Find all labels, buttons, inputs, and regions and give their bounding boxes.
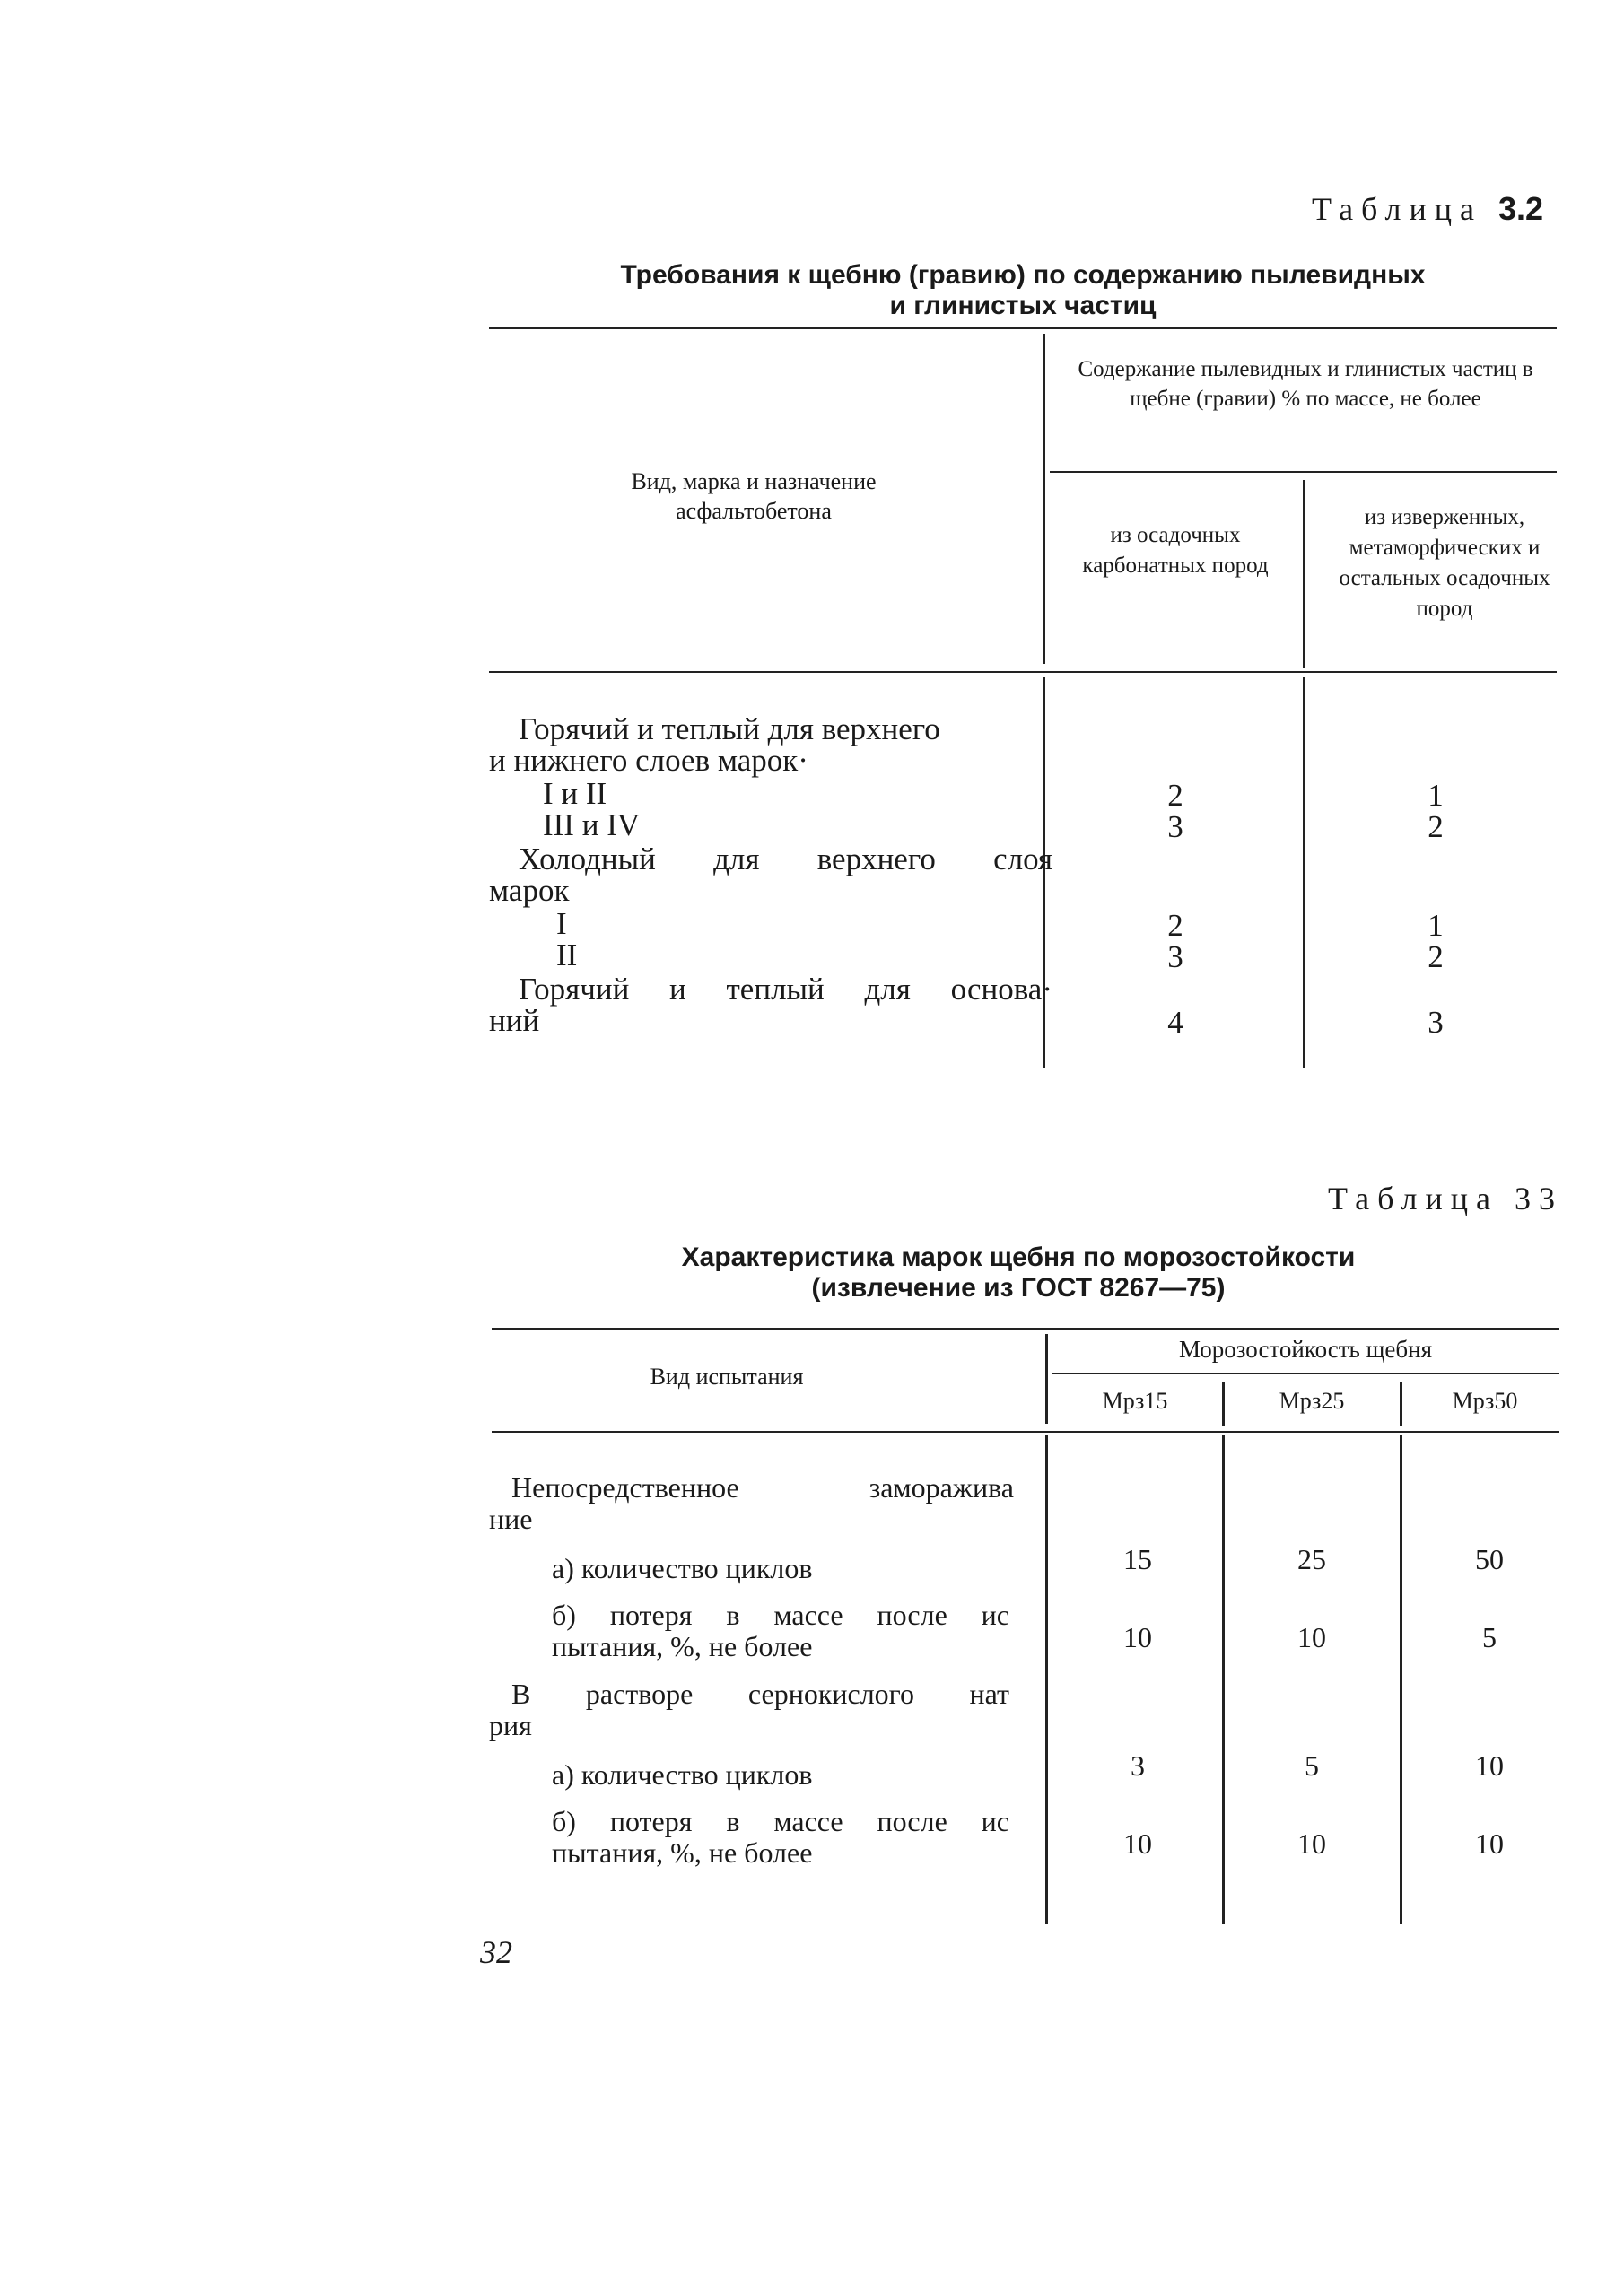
table-label-number: 33 — [1515, 1181, 1563, 1216]
title-line-2: (извлечение из ГОСТ 8267—75) — [811, 1273, 1226, 1303]
table-33-label — [1328, 1180, 1563, 1217]
row-label: В растворе сернокислого нат — [511, 1678, 1009, 1710]
row-value: 2 — [1167, 908, 1183, 943]
row-value: 10 — [1297, 1621, 1326, 1653]
table-3-2-vrule-1 — [1043, 334, 1045, 664]
row-label: Непосредственное заморажива — [511, 1471, 1014, 1504]
table-33-header-rule — [492, 1431, 1559, 1433]
row-label: II — [556, 937, 578, 972]
row-label: пытания, %, не более — [552, 1836, 813, 1869]
table-3-2-label — [1312, 190, 1543, 228]
table-3-2-header-rule — [489, 671, 1557, 673]
row-value: 4 — [1167, 1005, 1183, 1040]
row-value: 3 — [1131, 1749, 1145, 1782]
row-value: 1 — [1428, 908, 1444, 943]
row-label: Холодный для верхнего слоя — [519, 842, 1052, 876]
row-value: 2 — [1428, 809, 1444, 844]
row-label: I и II — [543, 776, 607, 811]
table-3-2-group-rule — [1050, 471, 1557, 473]
table-33-col-sub-1: Мрз15 — [1102, 1388, 1168, 1414]
row-value: 3 — [1428, 1005, 1444, 1040]
table-3-2-title — [489, 260, 1557, 321]
table-33-body-vrule-3 — [1400, 1435, 1402, 1924]
row-label: пытания, %, не более — [552, 1630, 813, 1662]
table-3-2-top-rule — [489, 327, 1557, 329]
row-value: 2 — [1167, 778, 1183, 813]
row-value: 10 — [1123, 1621, 1152, 1653]
row-label: ние — [489, 1503, 533, 1535]
row-value: 10 — [1475, 1827, 1504, 1860]
row-label: а) количество циклов — [552, 1758, 813, 1791]
row-value: 5 — [1305, 1749, 1319, 1782]
row-label: ний — [489, 1003, 540, 1038]
table-33-col-first: Вид испытания — [650, 1364, 804, 1390]
row-value: 15 — [1123, 1543, 1152, 1575]
row-value: 25 — [1297, 1543, 1326, 1575]
table-33-group-rule — [1052, 1373, 1559, 1374]
row-value: 3 — [1167, 809, 1183, 844]
row-value: 10 — [1297, 1827, 1326, 1860]
table-3-2-col-group: Содержание пылевидных и глинистых частиц в щебне (гравии) % по массе, не более — [1078, 357, 1533, 411]
table-33-body-vrule-2 — [1222, 1435, 1225, 1924]
row-value: 3 — [1167, 939, 1183, 974]
title-line-1: Характеристика марок щебня по морозостойкости — [681, 1243, 1356, 1272]
table-33-title — [502, 1243, 1534, 1304]
table-33-vrule-2 — [1222, 1382, 1225, 1426]
table-33-col-sub-2: Мрз25 — [1279, 1388, 1345, 1414]
table-label-number: 3.2 — [1497, 190, 1543, 227]
row-label: марок — [489, 873, 570, 908]
page-number: 32 — [480, 1934, 512, 1970]
table-33-top-rule — [492, 1328, 1559, 1330]
row-label: б) потеря в массе после ис — [552, 1805, 1009, 1837]
row-value: 1 — [1428, 778, 1444, 813]
table-3-2-vrule-2 — [1303, 480, 1305, 668]
table-3-2-body-vrule-2 — [1303, 677, 1305, 1068]
title-line-2: и глинистых частиц — [889, 291, 1157, 320]
row-value: 10 — [1475, 1749, 1504, 1782]
table-33-col-sub-3: Мрз50 — [1452, 1388, 1518, 1414]
title-line-1: Требования к щебню (гравию) по содержанию пылевидных — [620, 260, 1426, 290]
table-3-2-col-sub1: из осадочных карбонатных пород — [1082, 523, 1269, 578]
row-label: Горячий и теплый для верхнего — [519, 711, 940, 746]
row-label: рия — [489, 1709, 532, 1741]
row-label: Горячий и теплый для основа· — [519, 972, 1052, 1007]
row-label: и нижнего слоев марок· — [489, 743, 808, 778]
table-33-vrule-3 — [1400, 1382, 1402, 1426]
row-value: 10 — [1123, 1827, 1152, 1860]
row-label: III и IV — [543, 807, 641, 842]
row-value: 5 — [1482, 1621, 1497, 1653]
table-33-vrule-1 — [1045, 1334, 1048, 1424]
table-label-word: Таблица — [1311, 191, 1482, 227]
row-value: 2 — [1428, 939, 1444, 974]
row-label: а) количество циклов — [552, 1552, 813, 1584]
row-label: б) потеря в массе после ис — [552, 1599, 1009, 1631]
row-label: I — [556, 906, 567, 941]
table-3-2-col-sub2: из изверженных, метаморфических и остальных осадочных пород — [1339, 505, 1550, 621]
table-33-body-vrule-1 — [1045, 1435, 1048, 1924]
table-3-2-col-first: Вид, марка и назначение асфальтобетона — [631, 468, 877, 524]
table-label-word: Таблица — [1328, 1181, 1498, 1216]
row-value: 50 — [1475, 1543, 1504, 1575]
table-33-col-group: Морозостойкость щебня — [1178, 1336, 1433, 1363]
